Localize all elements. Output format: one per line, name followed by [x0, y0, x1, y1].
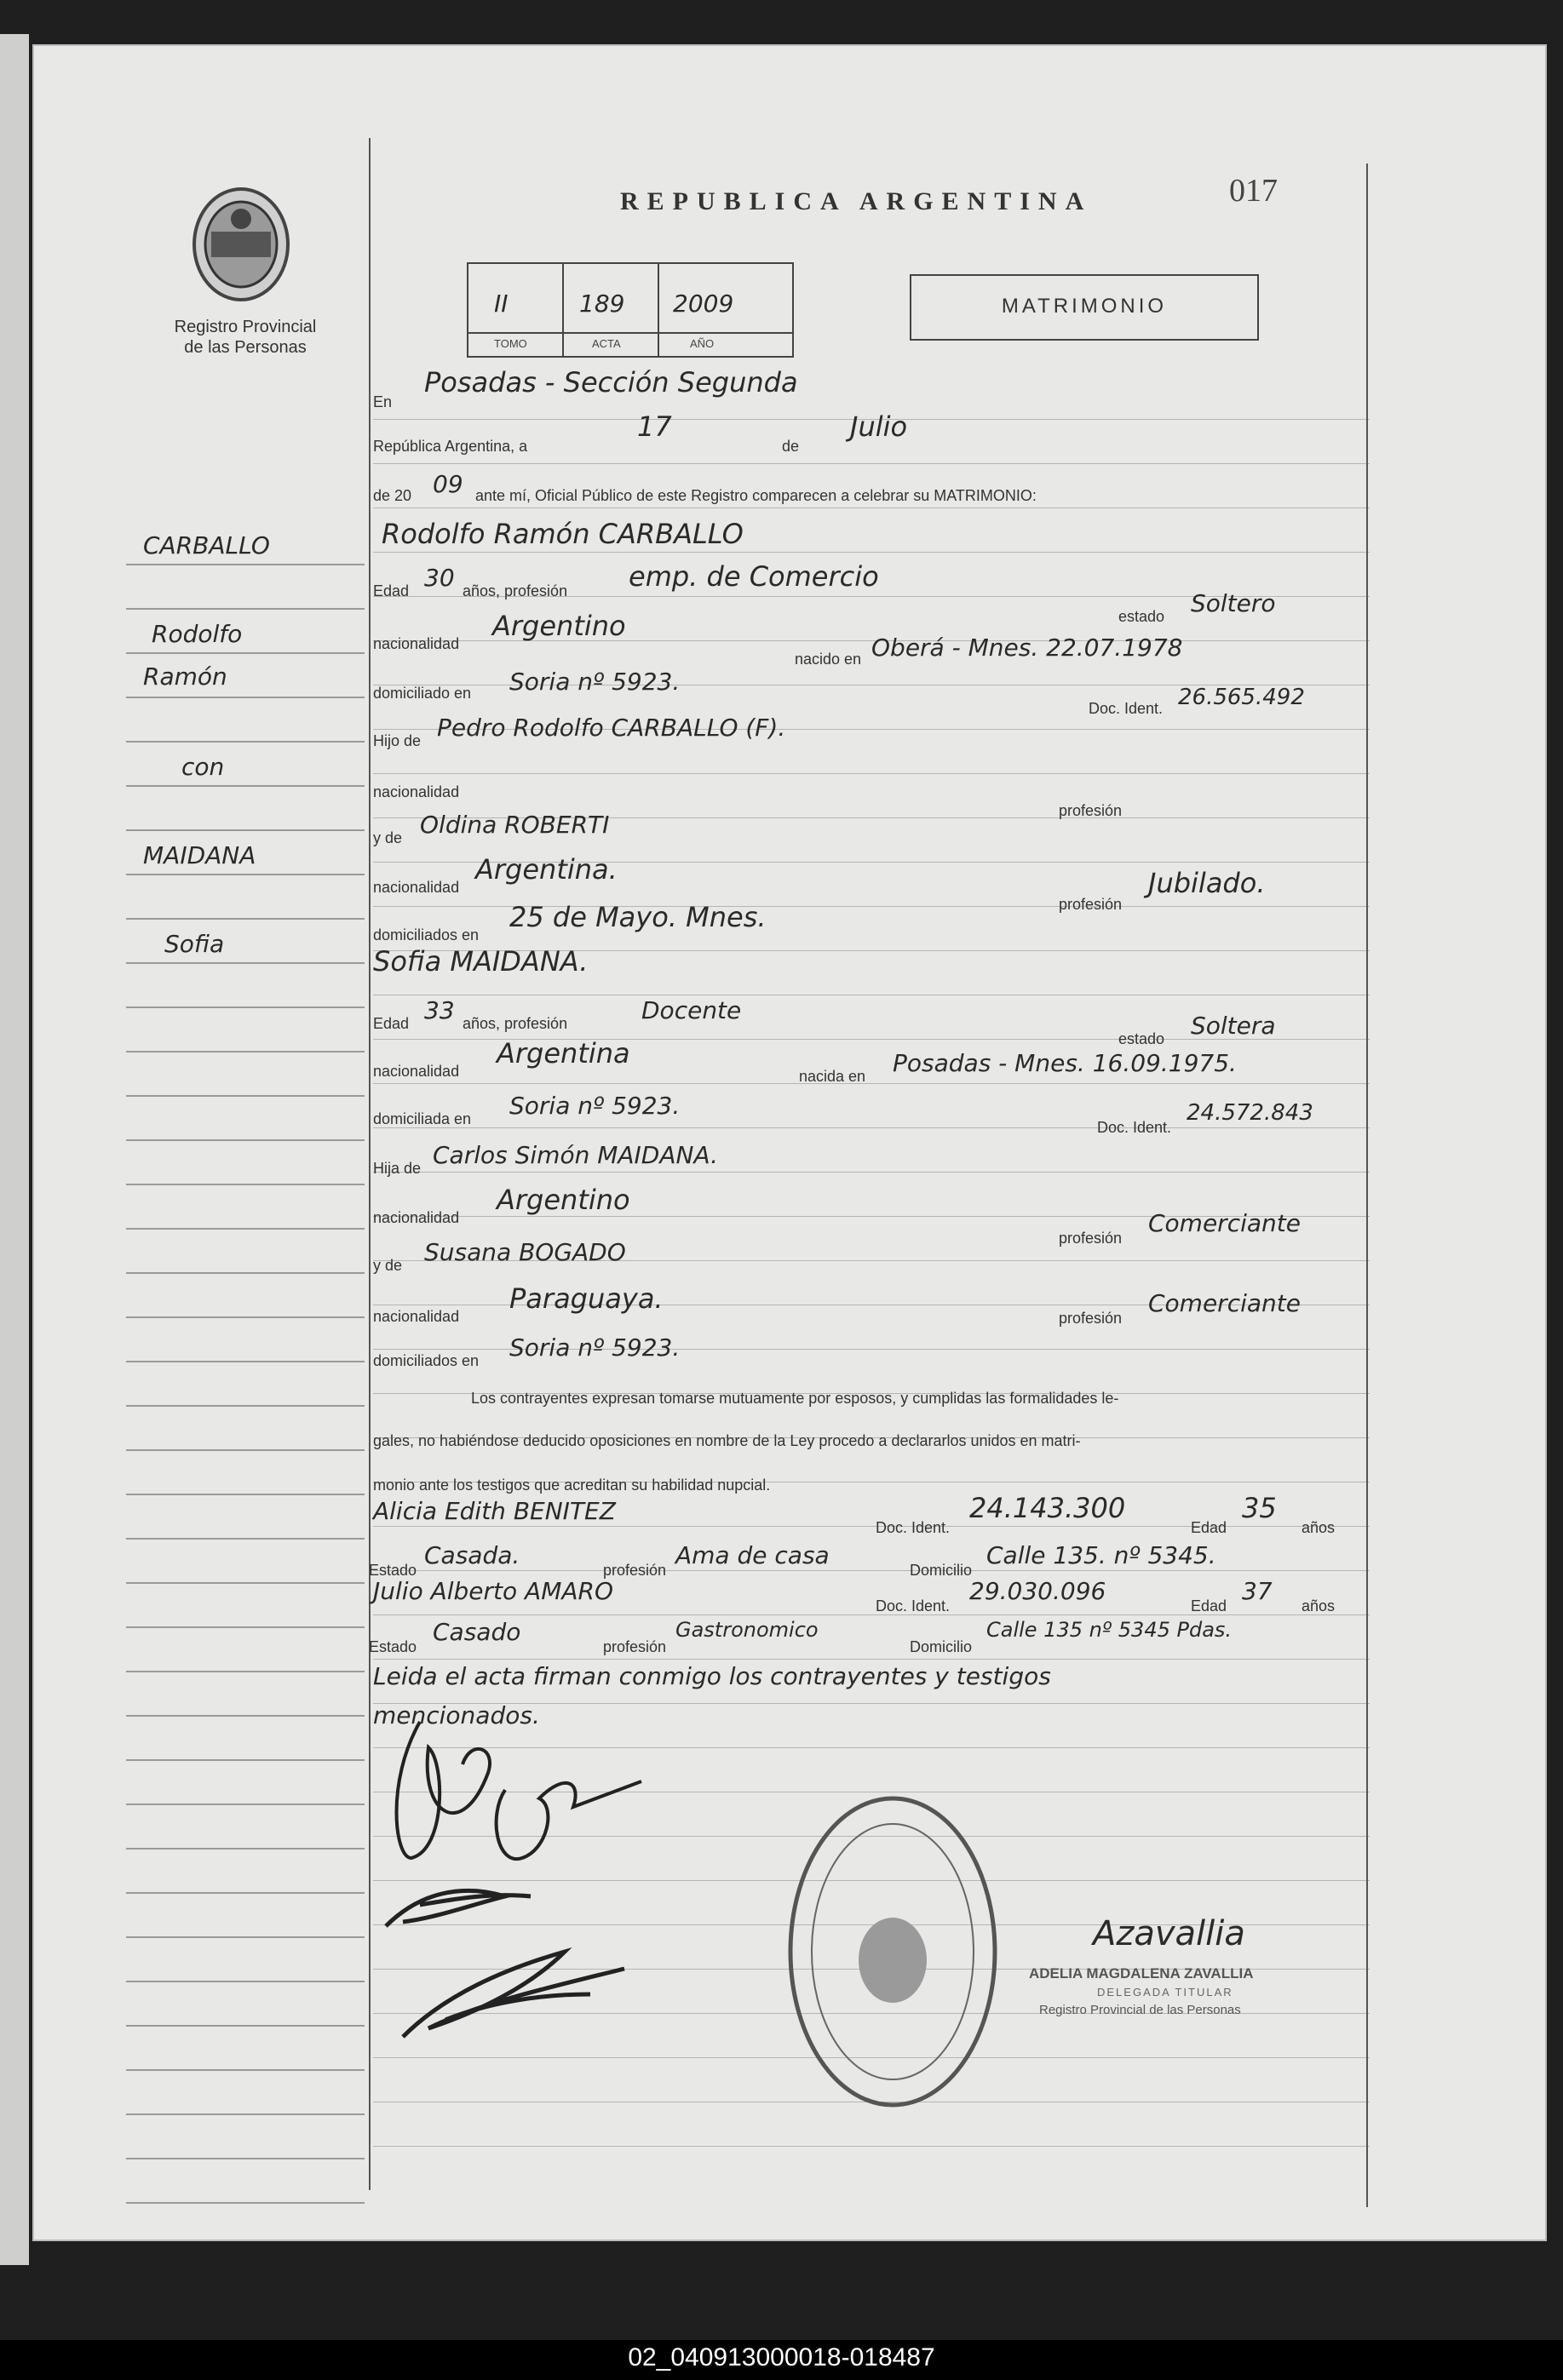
crest-icon	[186, 181, 296, 308]
folio-number: 017	[1229, 173, 1278, 209]
groom-anos-label: años, profesión	[463, 582, 568, 599]
margin-ruled-line	[126, 962, 365, 964]
closing-line-1: Leida el acta firman conmigo los contrayentes y testigos	[373, 1662, 1051, 1690]
margin-ruled-line	[126, 1449, 365, 1451]
margin-ruled-line	[126, 2069, 365, 2071]
groom-father-nac-label: nacionalidad	[373, 783, 460, 800]
witness1-anos-label: años	[1302, 1519, 1336, 1536]
groom-hijo-label: Hijo de	[373, 732, 422, 749]
year-suffix: 09	[433, 470, 463, 498]
margin-ruled-line	[126, 918, 365, 920]
declaration-line-3: monio ante los testigos que acreditan su habilidad nupcial.	[373, 1477, 771, 1494]
witness1-age: 35	[1242, 1492, 1277, 1524]
margin-ruled-line	[126, 785, 365, 787]
ruled-line	[373, 1659, 1370, 1660]
bride-father-nac-label: nacionalidad	[373, 1209, 460, 1226]
margin-name-groom-1: Rodolfo	[152, 620, 243, 648]
groom-nacido-label: nacido en	[795, 651, 862, 668]
bride-parents-address: Soria nº 5923.	[509, 1333, 681, 1362]
witness2-estado: Casado	[433, 1618, 521, 1646]
bride-nationality: Argentina	[497, 1037, 630, 1070]
margin-ruled-line	[126, 1804, 365, 1805]
registry-seal	[782, 1790, 1003, 2113]
ruled-line	[373, 1172, 1370, 1173]
margin-ruled-line	[126, 2158, 365, 2159]
witness2-doc-label: Doc. Ident.	[876, 1597, 951, 1614]
ruled-line	[373, 1570, 1370, 1571]
margin-ruled-line	[126, 1405, 365, 1407]
margin-ruled-line	[126, 1316, 365, 1318]
margin-surname-bride: MAIDANA	[143, 841, 256, 869]
margin-ruled-line	[126, 1272, 365, 1274]
groom-mother-nationality: Argentina.	[475, 853, 618, 886]
anio-value: 2009	[673, 290, 734, 318]
closing-line-2: mencionados.	[373, 1701, 540, 1729]
groom-mother-prof-label: profesión	[1059, 896, 1123, 913]
bride-anos-label: años, profesión	[463, 1015, 568, 1032]
ruled-line	[373, 2146, 1370, 2147]
bride-mother-prof-label: profesión	[1059, 1310, 1123, 1327]
record-type-box	[910, 274, 1259, 341]
witness2-dom-label: Domicilio	[910, 1638, 973, 1655]
margin-ruled-line	[126, 2025, 365, 2027]
document-page	[32, 44, 1547, 2241]
margin-ruled-line	[126, 1892, 365, 1894]
bride-hija-label: Hija de	[373, 1160, 422, 1177]
witness1-prof-label: profesión	[603, 1562, 667, 1579]
month-value: Julio	[850, 410, 908, 443]
en-label: En	[373, 393, 393, 410]
margin-ruled-line	[126, 1228, 365, 1230]
witness1-address: Calle 135. nº 5345.	[986, 1541, 1216, 1569]
scan-id: 02_040913000018-018487	[628, 2343, 935, 2371]
margin-ruled-line	[126, 2113, 365, 2115]
groom-address: Soria nº 5923.	[509, 668, 681, 696]
book-spine	[0, 34, 29, 2265]
bride-nacida-label: nacida en	[799, 1068, 866, 1085]
witness2-profession: Gastronomico	[675, 1618, 819, 1642]
place-value: Posadas - Sección Segunda	[424, 366, 798, 399]
margin-surname-groom: CARBALLO	[143, 531, 270, 559]
country-title: REPUBLICA ARGENTINA	[620, 187, 1093, 215]
margin-ruled-line	[126, 652, 365, 654]
groom-name: Rodolfo Ramón CARBALLO	[382, 518, 744, 550]
witness2-doc: 29.030.096	[969, 1577, 1106, 1605]
witness2-address: Calle 135 nº 5345 Pdas.	[986, 1618, 1233, 1642]
bride-father: Carlos Simón MAIDANA.	[433, 1141, 719, 1169]
margin-ruled-line	[126, 1715, 365, 1717]
groom-doc: 26.565.492	[1178, 685, 1305, 710]
record-type: MATRIMONIO	[1001, 295, 1168, 318]
groom-estado-label: estado	[1118, 608, 1165, 625]
official-name: ADELIA MAGDALENA ZAVALLIA	[1029, 1965, 1254, 1981]
bride-profession: Docente	[641, 996, 742, 1024]
bride-father-nationality: Argentino	[497, 1184, 630, 1216]
bride-mother-nationality: Paraguaya.	[509, 1282, 664, 1315]
record-number-box	[467, 262, 794, 358]
groom-profession: emp. de Comercio	[629, 560, 879, 593]
bride-parents-dom-label: domiciliados en	[373, 1352, 480, 1369]
witness2-estado-label: Estado	[369, 1638, 417, 1655]
tomo-label: TOMO	[494, 337, 527, 350]
witness2-edad-label: Edad	[1191, 1597, 1227, 1614]
groom-dom-label: domiciliado en	[373, 685, 472, 702]
acta-value: 189	[579, 290, 625, 318]
margin-name-groom-2: Ramón	[143, 662, 227, 691]
margin-ruled-line	[126, 1494, 365, 1495]
bride-father-profession: Comerciante	[1148, 1209, 1301, 1237]
margin-ruled-line	[126, 697, 365, 698]
declaration-line-1: Los contrayentes expresan tomarse mutuamente por esposos, y cumplidas las formalidades le-	[471, 1390, 1119, 1407]
ruled-line	[373, 1083, 1370, 1084]
margin-ruled-line	[126, 1936, 365, 1938]
declaration-line-2: gales, no habiéndose deducido oposiciones en nombre de la Ley procedo a declararlos unidos en matri-	[373, 1432, 1081, 1449]
bride-address: Soria nº 5923.	[509, 1092, 681, 1120]
witness2-prof-label: profesión	[603, 1638, 667, 1655]
margin-ruled-line	[126, 1184, 365, 1185]
groom-age: 30	[424, 564, 455, 592]
margin-ruled-line	[126, 1759, 365, 1761]
bride-nac-label: nacionalidad	[373, 1063, 460, 1080]
registry-name: Registro Provincial de las Personas	[174, 318, 317, 357]
bride-dom-label: domiciliada en	[373, 1110, 472, 1127]
groom-estado: Soltero	[1191, 589, 1276, 617]
bride-doc: 24.572.843	[1187, 1100, 1313, 1126]
groom-birthplace: Oberá - Mnes. 22.07.1978	[871, 634, 1183, 662]
day-value: 17	[637, 410, 672, 443]
groom-edad-label: Edad	[373, 582, 410, 599]
margin-conjunction: con	[181, 753, 225, 781]
tomo-value: II	[494, 290, 509, 318]
republica-label: República Argentina, a	[373, 438, 528, 455]
margin-ruled-line	[126, 1981, 365, 1982]
witness1-doc-label: Doc. Ident.	[876, 1519, 951, 1536]
official-signature: Azavallia	[1093, 1914, 1245, 1953]
witness1-name: Alicia Edith BENITEZ	[373, 1497, 616, 1525]
party-signatures	[369, 1713, 769, 2071]
bride-estado: Soltera	[1191, 1012, 1276, 1040]
groom-father-prof-label: profesión	[1059, 802, 1123, 819]
margin-ruled-line	[126, 1095, 365, 1097]
witness1-estado: Casada.	[424, 1541, 520, 1569]
ruled-line	[373, 463, 1370, 464]
bride-name: Sofia MAIDANA.	[373, 945, 589, 978]
margin-ruled-line	[126, 1361, 365, 1362]
witness1-profession: Ama de casa	[675, 1541, 830, 1569]
groom-mother: Oldina ROBERTI	[420, 811, 610, 839]
anio-label: AÑO	[690, 337, 715, 350]
margin-ruled-line	[126, 874, 365, 875]
groom-doc-label: Doc. Ident.	[1089, 700, 1164, 717]
bride-father-prof-label: profesión	[1059, 1230, 1123, 1247]
groom-mother-nac-label: nacionalidad	[373, 879, 460, 896]
margin-ruled-line	[126, 1538, 365, 1540]
right-border	[1366, 163, 1368, 2207]
witness1-edad-label: Edad	[1191, 1519, 1227, 1536]
groom-mother-profession: Jubilado.	[1148, 867, 1266, 899]
margin-ruled-line	[126, 1626, 365, 1628]
acta-label: ACTA	[592, 337, 621, 350]
margin-ruled-line	[126, 1051, 365, 1052]
witness1-dom-label: Domicilio	[910, 1562, 973, 1579]
margin-name-bride: Sofia	[164, 930, 225, 958]
witness2-anos-label: años	[1302, 1597, 1336, 1614]
margin-ruled-line	[126, 608, 365, 610]
margin-ruled-line	[126, 2202, 365, 2204]
ruled-line	[373, 552, 1370, 553]
witness2-name: Julio Alberto AMARO	[373, 1577, 614, 1605]
margin-ruled-line	[126, 1582, 365, 1584]
witness1-doc: 24.143.300	[969, 1492, 1126, 1524]
groom-father: Pedro Rodolfo CARBALLO (F).	[437, 714, 786, 742]
groom-parents-dom-label: domiciliados en	[373, 926, 480, 943]
ruled-line	[373, 773, 1370, 774]
margin-ruled-line	[126, 1671, 365, 1672]
bride-estado-label: estado	[1118, 1030, 1165, 1047]
ruled-line	[373, 1127, 1370, 1128]
official-office: Registro Provincial de las Personas	[1039, 2003, 1241, 2017]
margin-ruled-line	[126, 564, 365, 565]
de-label: de	[782, 438, 800, 455]
official-title: DELEGADA TITULAR	[1097, 1986, 1233, 1999]
witness2-age: 37	[1242, 1577, 1273, 1605]
bride-edad-label: Edad	[373, 1015, 410, 1032]
bride-yde-label: y de	[373, 1257, 403, 1274]
bride-age: 33	[424, 996, 455, 1024]
bride-mother-nac-label: nacionalidad	[373, 1308, 460, 1325]
margin-ruled-line	[126, 1139, 365, 1141]
bride-birthplace: Posadas - Mnes. 16.09.1975.	[893, 1049, 1237, 1077]
bride-mother-profession: Comerciante	[1148, 1289, 1301, 1317]
bride-mother: Susana BOGADO	[424, 1238, 626, 1266]
margin-ruled-line	[126, 1848, 365, 1850]
margin-ruled-line	[126, 1006, 365, 1008]
ante-text: ante mí, Oficial Público de este Registro comparecen a celebrar su MATRIMONIO:	[475, 487, 1037, 504]
witness1-estado-label: Estado	[369, 1562, 417, 1579]
groom-yde-label: y de	[373, 829, 403, 846]
groom-nationality: Argentino	[492, 610, 626, 642]
bride-doc-label: Doc. Ident.	[1097, 1119, 1172, 1136]
year-prefix: de 20	[373, 487, 412, 504]
margin-ruled-line	[126, 829, 365, 831]
groom-nac-label: nacionalidad	[373, 635, 460, 652]
margin-ruled-line	[126, 741, 365, 743]
groom-parents-address: 25 de Mayo. Mnes.	[509, 901, 767, 933]
